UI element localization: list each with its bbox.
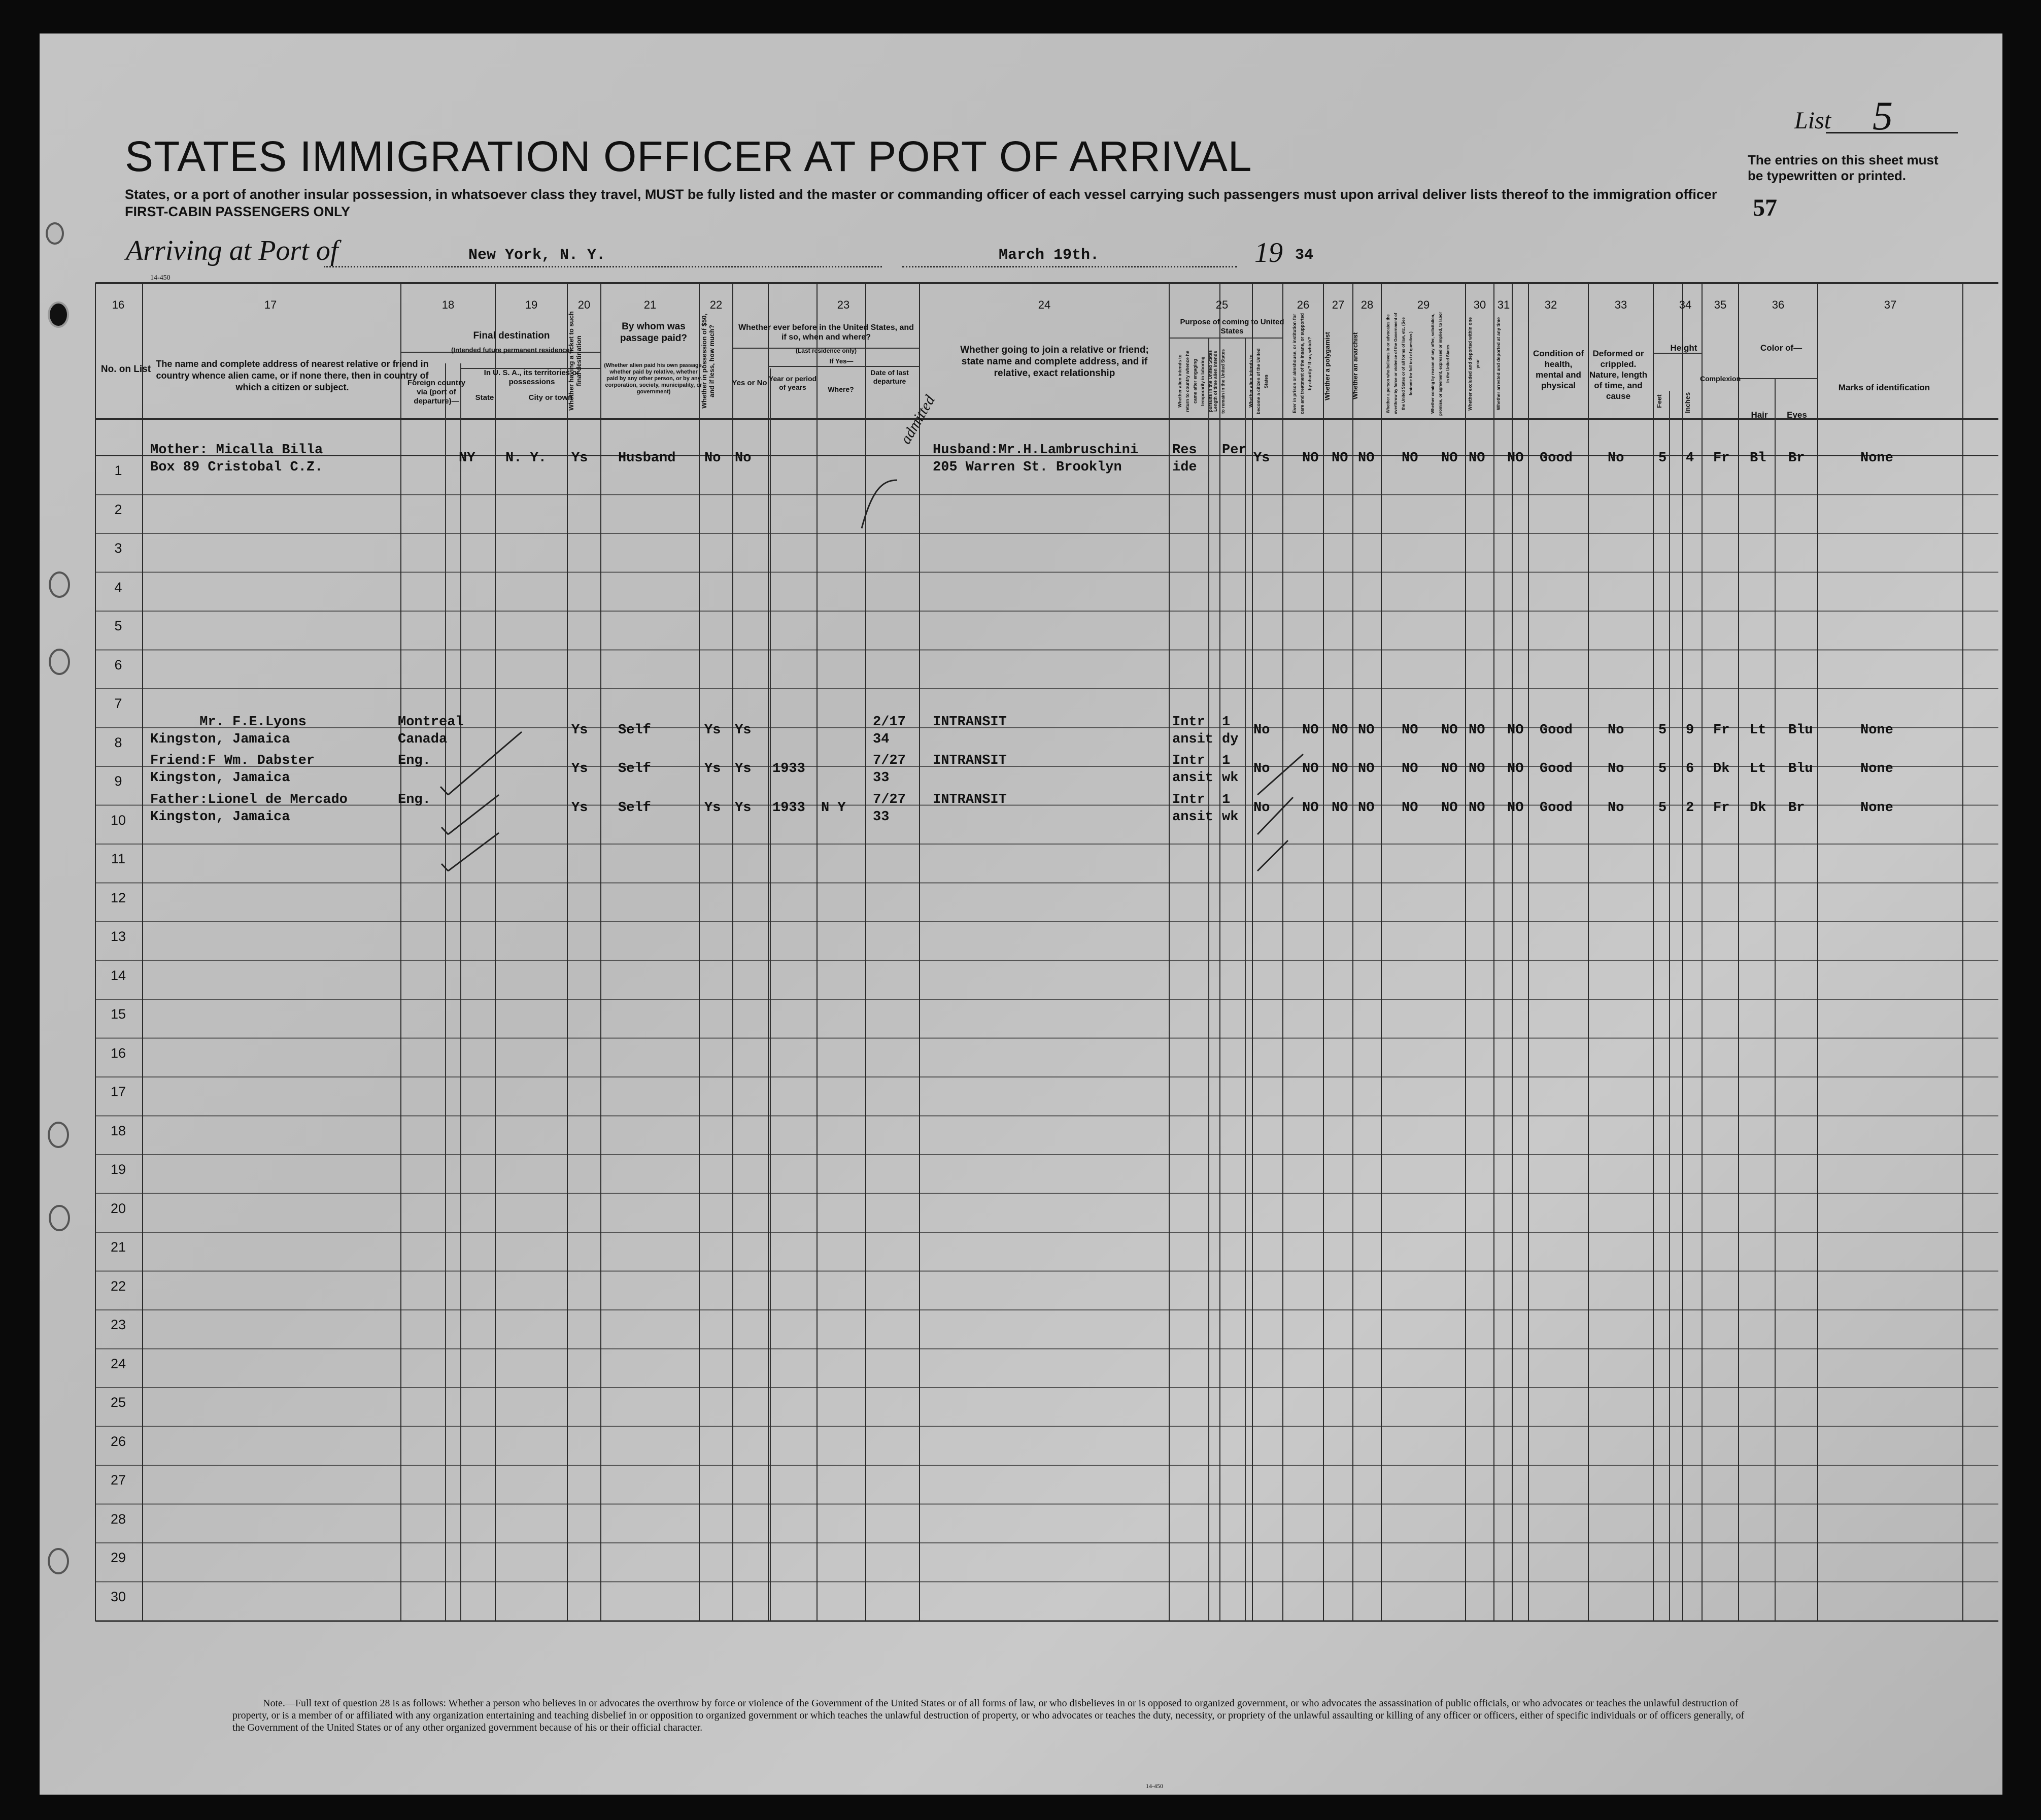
header-19: Whether having a ticket to such final destination	[567, 311, 583, 411]
cell-join: INTRANSIT	[933, 714, 1007, 730]
row-number: 26	[110, 1433, 126, 1449]
cell-hair: Bl	[1750, 451, 1766, 466]
header-35: Complexion	[1700, 375, 1741, 383]
header-21: Whether in possession of $50, and if less, how much?	[700, 313, 716, 409]
cell-q28: NO	[1402, 722, 1418, 738]
header-31: Whether arrested and deported at any time	[1496, 317, 1501, 411]
row-number: 18	[110, 1123, 126, 1138]
cell-complexion: Fr	[1713, 800, 1730, 816]
punch-hole	[48, 1548, 69, 1574]
cell-deported: NO	[1507, 722, 1524, 738]
row-number: 12	[110, 890, 126, 905]
header-24-c: Whether alien intends to become a citizen of the United States	[1248, 348, 1269, 414]
footnote-q28: Note.—Full text of question 28 is as follows: Whether a person who believes in or advocates the overthrow by force or violence of the Government of the United States or of all forms of law, or who disbelieves in or is opposed to organized government, or who advocates the assassination of public officials, or who advocates or teaches the unlawful destruction of property, or is a member of or affiliated with any organization entertaining and teaching disbelief in or opposition to organized government or which teaches the unlawful destruction of property, or who advocates or teaches the duty, necessity, or propriety of the unlawful assaulting or killing of any officer or officers, either of specific individuals or of officers generally, of the Government of the United States or of any other organized government because of his or their official character.	[232, 1698, 1745, 1733]
cell-purpose: Res ide	[1172, 443, 1197, 475]
cell-before: Ys	[735, 761, 752, 777]
cell-health: Good	[1540, 761, 1573, 777]
row-number: 14	[110, 967, 126, 983]
column-number: 19	[525, 298, 538, 311]
cell-hair: Dk	[1750, 800, 1766, 816]
cell-q28: NO	[1402, 800, 1418, 816]
cell-length: 1 wk	[1222, 792, 1239, 825]
cell-foreign: Montreal Canada	[398, 714, 464, 747]
cell-prison: NO	[1302, 722, 1319, 738]
handwritten-annotation: admitted	[897, 392, 939, 447]
cell-ticket: Ys	[571, 761, 588, 777]
cell-paid-by: Husband	[618, 451, 676, 466]
list-value: 5	[1873, 94, 1893, 139]
cell-feet: 5	[1658, 451, 1667, 466]
cell-departure: 2/17 34	[873, 714, 906, 747]
cell-deported: NO	[1507, 451, 1524, 466]
header-18-usa: In U. S. A., its territories or possessions	[484, 368, 580, 386]
row-number: 13	[110, 929, 126, 944]
header-22-ifyes: If Yes—	[829, 357, 854, 365]
punch-hole	[49, 649, 70, 675]
cell-paid-by: Self	[618, 800, 651, 816]
row-number: 7	[114, 696, 122, 711]
header-23: Whether going to join a relative or friend; state name and complete address, and if relative, exact relationship	[960, 345, 1149, 379]
cell-inches: 4	[1686, 451, 1694, 466]
header-34: Height	[1670, 343, 1697, 353]
cell-deformed: No	[1608, 800, 1624, 816]
cell-state: NY	[459, 451, 475, 466]
row-number: 20	[110, 1200, 126, 1216]
column-number: 29	[1417, 298, 1430, 311]
cell-eyes: Br	[1788, 451, 1805, 466]
cell-complexion: Fr	[1713, 722, 1730, 738]
column-number: 26	[1297, 298, 1310, 311]
cell-complexion: Fr	[1713, 451, 1730, 466]
cell-departure: 7/27 33	[873, 792, 906, 825]
cell-before: Ys	[735, 722, 752, 738]
cell-money: Ys	[704, 761, 721, 777]
header-32: Condition of health, mental and physical	[1533, 349, 1584, 390]
row-number: 9	[114, 773, 122, 789]
column-number: 36	[1772, 298, 1785, 311]
row-number: 16	[110, 1045, 126, 1061]
row-number: 27	[110, 1472, 126, 1488]
cell-inches: 2	[1686, 800, 1694, 816]
cell-polygamist: NO	[1332, 761, 1348, 777]
port-value: New York, N. Y.	[468, 247, 606, 264]
cell-q28: NO	[1402, 451, 1418, 466]
cell-prison: NO	[1302, 761, 1319, 777]
cell-deformed: No	[1608, 722, 1624, 738]
cell-marks: None	[1860, 722, 1893, 738]
row-number: 15	[110, 1006, 126, 1022]
cell-hair: Lt	[1750, 722, 1766, 738]
cell-feet: 5	[1658, 722, 1667, 738]
header-36: Color of—	[1760, 343, 1802, 353]
cell-join: INTRANSIT	[933, 792, 1007, 807]
row-number: 21	[110, 1239, 126, 1255]
cell-where: N Y	[821, 800, 846, 816]
column-number: 33	[1614, 298, 1627, 311]
cell-paid-by: Self	[618, 761, 651, 777]
cell-excluded: NO	[1469, 451, 1485, 466]
cell-departure: 7/27 33	[873, 753, 906, 786]
column-number: 31	[1497, 298, 1510, 311]
cell-year: 1933	[772, 800, 805, 816]
row-number: 8	[114, 734, 122, 750]
manifest-sheet	[40, 33, 2002, 1795]
column-number: 23	[837, 298, 850, 311]
header-24-b: Length of time alien intends to remain in the United States	[1213, 349, 1226, 414]
cell-excluded: NO	[1469, 722, 1485, 738]
row-number: 23	[110, 1317, 126, 1332]
year-prefix: 19	[1254, 237, 1283, 268]
entries-note-line-2: be typewritten or printed.	[1748, 168, 1907, 183]
cell-ticket: Ys	[571, 722, 588, 738]
row-number: 6	[114, 657, 122, 672]
cell-inches: 6	[1686, 761, 1694, 777]
column-number: 24	[1038, 298, 1051, 311]
cell-labor: NO	[1441, 722, 1458, 738]
cell-paid-by: Self	[618, 722, 651, 738]
cell-citizen: Ys	[1253, 451, 1270, 466]
cell-length: 1 dy	[1222, 714, 1239, 747]
header-18-city: City or town	[528, 393, 573, 402]
column-number: 35	[1714, 298, 1727, 311]
cell-labor: NO	[1441, 800, 1458, 816]
cell-deformed: No	[1608, 761, 1624, 777]
row-number: 25	[110, 1395, 126, 1410]
cell-foreign: Eng.	[398, 753, 431, 768]
cell-prison: NO	[1302, 451, 1319, 466]
cell-health: Good	[1540, 722, 1573, 738]
header-30: Whether excluded and deported within one year	[1468, 317, 1480, 411]
header-18: Final destination	[473, 330, 550, 341]
row-number: 17	[110, 1084, 126, 1099]
header-24: Purpose of coming to United States	[1180, 318, 1284, 335]
cell-purpose: Intr ansit	[1172, 714, 1214, 747]
cell-purpose: Intr ansit	[1172, 753, 1214, 786]
header-22-year: Year or period of years	[768, 375, 817, 391]
cell-relative: Mother: Micalla Billa Box 89 Cristobal C.Z.	[150, 443, 323, 475]
cell-relative: Father:Lionel de Mercado Kingston, Jamaica	[150, 792, 348, 825]
header-36-hair: Hair	[1751, 410, 1768, 420]
cell-q28: NO	[1402, 761, 1418, 777]
cell-anarchist: NO	[1358, 800, 1375, 816]
row-number: 1	[114, 463, 122, 478]
header-25: Ever in prison or almshouse, or institution for care and treatment of the insane, or supported by charity? If so, which?	[1292, 313, 1312, 414]
cell-health: Good	[1540, 800, 1573, 816]
cell-money: No	[704, 451, 721, 466]
cell-hair: Lt	[1750, 761, 1766, 777]
cell-money: Ys	[704, 800, 721, 816]
page-title: STATES IMMIGRATION OFFICER AT PORT OF ARRIVAL	[125, 132, 1252, 180]
cell-relative: Friend:F Wm. Dabster Kingston, Jamaica	[150, 753, 315, 786]
header-33: Deformed or crippled. Nature, length of time, and cause	[1589, 349, 1648, 401]
header-18-state: State	[475, 393, 494, 402]
header-20-sub: (Whether alien paid his own passage, whether paid by relative, whether paid by any other person, or by any corporation, society, municipality, or government)	[604, 362, 703, 395]
list-label: List	[1794, 107, 1831, 134]
cell-length: 1 wk	[1222, 753, 1239, 786]
cell-polygamist: NO	[1332, 800, 1348, 816]
header-22-where: Where?	[828, 385, 854, 393]
cell-eyes: Blu	[1788, 761, 1813, 777]
row-number: 24	[110, 1356, 126, 1371]
header-27: Whether an anarchist	[1351, 332, 1359, 400]
cell-foreign: Eng.	[398, 792, 431, 807]
header-22-sub: (Last residence only)	[795, 347, 857, 354]
cell-marks: None	[1860, 800, 1893, 816]
header-22: Whether ever before in the United States, and if so, when and where?	[738, 323, 914, 342]
cell-anarchist: NO	[1358, 761, 1375, 777]
row-number: 19	[110, 1162, 126, 1177]
cell-year: 1933	[772, 761, 805, 777]
cell-length: Per	[1222, 443, 1247, 458]
header-26: Whether a polygamist	[1323, 331, 1331, 400]
cell-labor: NO	[1441, 761, 1458, 777]
year-suffix: 34	[1295, 247, 1314, 264]
cell-deformed: No	[1608, 451, 1624, 466]
header-37: Marks of identification	[1838, 383, 1930, 392]
header-16: No. on List	[100, 364, 151, 375]
header-34-feet: Feet	[1655, 394, 1663, 409]
cell-before: No	[735, 451, 752, 466]
row-number: 10	[110, 812, 126, 828]
cell-eyes: Br	[1788, 800, 1805, 816]
header-28: Whether a person who believes in or advocates the overthrow by force or violence of the Government of the United States or of all forms of law, etc. (See footnote for full text of question.)	[1386, 313, 1413, 415]
header-17: The name and complete address of nearest relative or friend in country whence alien came, or if none there, then in country of which a citizen or subject.	[156, 359, 429, 392]
cell-inches: 9	[1686, 722, 1694, 738]
column-number: 16	[112, 298, 125, 311]
header-22-date: Date of last departure	[870, 368, 909, 385]
punch-hole	[49, 571, 70, 598]
form-code-bottom: 14-450	[1146, 1782, 1163, 1790]
cell-complexion: Dk	[1713, 761, 1730, 777]
cell-before: Ys	[735, 800, 752, 816]
cell-citizen: No	[1253, 761, 1270, 777]
cell-purpose: Intr ansit	[1172, 792, 1214, 825]
punch-hole	[48, 1122, 69, 1148]
row-number: 29	[110, 1550, 126, 1565]
header-22-yesno: Yes or No	[732, 379, 767, 387]
cell-deported: NO	[1507, 800, 1524, 816]
header-18-foreign: Foreign country via (port of departure)—	[407, 379, 466, 406]
cell-health: Good	[1540, 451, 1573, 466]
intro-text: States, or a port of another insular possession, in whatsoever class they travel, MUST be fully listed and the master or commanding officer of each vessel carrying such passengers must upon arrival deliver lists thereof to the immigration officer	[125, 187, 1717, 202]
form-code-top: 14-450	[150, 274, 171, 282]
cell-ticket: Ys	[571, 451, 588, 466]
punch-hole	[48, 301, 69, 328]
cabin-class: FIRST-CABIN PASSENGERS ONLY	[125, 204, 351, 219]
cell-polygamist: NO	[1332, 722, 1348, 738]
header-29: Whether coming by reason of any offer, solicitation, promise, or agreement, expressed or implied, to labor in the United States	[1431, 312, 1450, 416]
cell-polygamist: NO	[1332, 451, 1348, 466]
entries-note-line-1: The entries on this sheet must	[1748, 152, 1938, 167]
cell-join: Husband:Mr.H.Lambruschini 205 Warren St. Brooklyn	[933, 443, 1139, 475]
date-value: March 19th.	[999, 247, 1100, 264]
column-number: 22	[709, 298, 723, 311]
cell-ticket: Ys	[571, 800, 588, 816]
cell-citizen: No	[1253, 722, 1270, 738]
row-number: 28	[110, 1511, 126, 1527]
row-number: 3	[114, 541, 122, 556]
arriving-label: Arriving at Port of	[126, 235, 338, 266]
cell-feet: 5	[1658, 761, 1667, 777]
cell-prison: NO	[1302, 800, 1319, 816]
cell-relative: Mr. F.E.Lyons Kingston, Jamaica	[150, 714, 307, 747]
column-number: 30	[1473, 298, 1486, 311]
column-number: 32	[1544, 298, 1557, 311]
column-number: 17	[264, 298, 277, 311]
column-number: 21	[643, 298, 657, 311]
column-number: 18	[441, 298, 455, 311]
row-number: 11	[111, 851, 126, 866]
row-number: 22	[110, 1278, 126, 1294]
cell-excluded: NO	[1469, 761, 1485, 777]
cell-marks: None	[1860, 451, 1893, 466]
header-34-inches: Inches	[1684, 392, 1691, 414]
cell-city: N. Y.	[505, 451, 547, 466]
cell-excluded: NO	[1469, 800, 1485, 816]
header-20: By whom was passage paid?	[620, 321, 687, 344]
header-24-a: Whether alien intends to return to country whence he came after engaging temporarily in laboring pursuits in the United States	[1177, 350, 1213, 413]
punch-hole	[46, 222, 64, 245]
cell-deported: NO	[1507, 761, 1524, 777]
cell-feet: 5	[1658, 800, 1667, 816]
punch-hole	[49, 1205, 70, 1231]
row-number: 4	[114, 579, 122, 595]
header-36-eyes: Eyes	[1787, 410, 1807, 420]
column-number: 20	[577, 298, 591, 311]
column-number: 25	[1215, 298, 1229, 311]
cell-anarchist: NO	[1358, 451, 1375, 466]
cell-labor: NO	[1441, 451, 1458, 466]
cell-anarchist: NO	[1358, 722, 1375, 738]
cell-citizen: No	[1253, 800, 1270, 816]
column-number: 27	[1332, 298, 1345, 311]
row-number: 2	[114, 501, 122, 517]
column-number: 34	[1679, 298, 1692, 311]
cell-marks: None	[1860, 761, 1893, 777]
cell-eyes: Blu	[1788, 722, 1813, 738]
row-number: 30	[110, 1589, 126, 1604]
header-18-sub: (Intended future permanent residence)	[451, 346, 572, 354]
column-number: 37	[1884, 298, 1897, 311]
cell-money: Ys	[704, 722, 721, 738]
manifest-grid	[40, 33, 2002, 1795]
cell-join: INTRANSIT	[933, 753, 1007, 768]
column-number: 28	[1360, 298, 1374, 311]
sheet-number: 57	[1753, 194, 1777, 221]
row-number: 5	[114, 618, 122, 633]
